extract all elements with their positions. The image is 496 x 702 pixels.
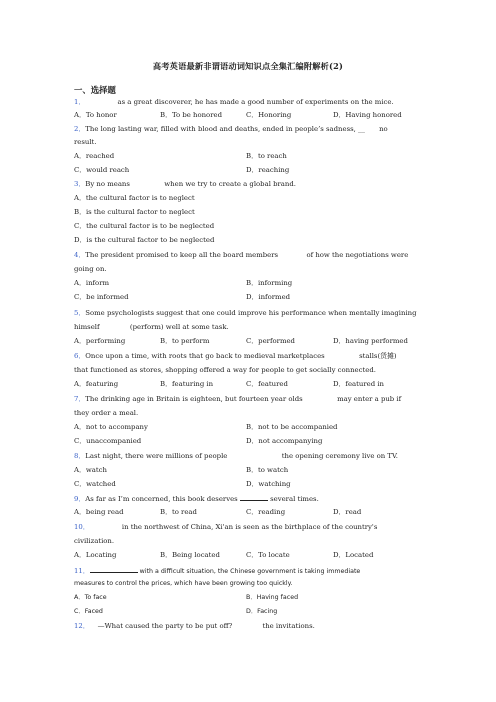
option-c[interactable]: C．Faced: [74, 608, 103, 615]
option-c[interactable]: C．unaccompanied: [74, 437, 142, 445]
option-d[interactable]: D．is the cultural factor to be neglected: [74, 236, 215, 244]
option-a[interactable]: A．the cultural factor is to neglect: [74, 194, 195, 202]
question-number: 7．: [74, 395, 86, 403]
answer-blank: [90, 566, 138, 573]
question-text: As far as I’m concerned, this book deserves: [85, 495, 240, 503]
option-d[interactable]: D．informed: [246, 293, 291, 301]
question-2-line-2: result.: [74, 138, 97, 146]
option-b[interactable]: B．Having faced: [246, 594, 299, 601]
question-number: 12．: [74, 622, 90, 630]
question-text: no: [376, 125, 388, 133]
question-number: 2．: [74, 125, 86, 133]
question-1: [74, 98, 394, 106]
question-text: (perform) well at some task.: [127, 323, 229, 331]
option-a[interactable]: A．Locating: [74, 551, 117, 559]
option-d[interactable]: D．reaching: [246, 166, 290, 174]
question-text: The long lasting war, filled with blood and deaths, ended in people’s sadness, __: [85, 125, 365, 133]
option-b[interactable]: B．Being located: [160, 551, 220, 559]
option-c[interactable]: C．would reach: [74, 166, 130, 174]
option-d[interactable]: D．watching: [246, 480, 291, 488]
question-4: [74, 251, 408, 259]
question-text: Last night, there were millions of people: [85, 452, 230, 460]
question-text: of how the negotiations were: [304, 251, 409, 259]
question-5-line-2: [74, 323, 229, 331]
question-3: [74, 180, 296, 188]
question-number: 1．: [74, 98, 86, 106]
answer-blank: [240, 494, 268, 501]
option-a[interactable]: A．not to accompany: [74, 423, 148, 431]
question-6-line-2: that functioned as stores, shopping offered a way for people to get socially connected.: [74, 366, 376, 374]
document-title: 高考英语最新非谓语动词知识点全集汇编附解析(2): [152, 61, 344, 71]
question-number: 9．: [74, 495, 86, 503]
option-d[interactable]: D．Facing: [246, 608, 278, 615]
question-number: 5．: [74, 309, 86, 317]
question-10-line-2: civilization.: [74, 537, 115, 545]
option-b[interactable]: B．informing: [246, 279, 293, 287]
option-a[interactable]: A．To face: [74, 594, 107, 601]
option-b[interactable]: B．featuring in: [160, 380, 214, 388]
question-number: 4．: [74, 251, 86, 259]
option-c[interactable]: C．reading: [246, 508, 286, 516]
option-b[interactable]: B．is the cultural factor to neglect: [74, 208, 195, 216]
question-7: [74, 395, 401, 403]
option-c[interactable]: C．be informed: [74, 293, 129, 301]
option-d[interactable]: D．having performed: [333, 337, 408, 345]
option-b[interactable]: B．to read: [160, 508, 197, 516]
question-10: [74, 523, 377, 531]
option-a[interactable]: A．being read: [74, 508, 124, 516]
question-text: in the northwest of China, Xi'an is seen as the birthplace of the country's: [119, 523, 378, 531]
question-number: 6．: [74, 352, 86, 360]
question-text: The drinking age in Britain is eighteen, but fourteen year olds: [85, 395, 305, 403]
option-d[interactable]: D．not accompanying: [246, 437, 323, 445]
question-11: [74, 566, 360, 576]
question-5: [74, 309, 417, 317]
option-b[interactable]: B．To be honored: [160, 111, 222, 119]
option-a[interactable]: A．performing: [74, 337, 126, 345]
question-text: may enter a pub if: [334, 395, 402, 403]
option-c[interactable]: C．performed: [246, 337, 295, 345]
question-number: 8．: [74, 452, 86, 460]
question-text: with a difficult situation, the Chinese government is taking immediate: [137, 568, 361, 575]
question-text: when we try to create a global brand.: [162, 180, 296, 188]
option-d[interactable]: D．Having honored: [333, 111, 402, 119]
section-heading: 一、选择题: [74, 85, 116, 95]
question-12: [74, 622, 315, 630]
option-a[interactable]: A．featuring: [74, 380, 119, 388]
question-text: Once upon a time, with roots that go back to medieval marketplaces: [85, 352, 327, 360]
question-4-line-2: going on.: [74, 265, 107, 273]
question-text: —What caused the party to be put off?: [97, 622, 233, 630]
option-b[interactable]: B．not to be accompanied: [246, 423, 338, 431]
option-d[interactable]: D．featured in: [333, 380, 384, 388]
option-d[interactable]: D．Located: [333, 551, 374, 559]
option-c[interactable]: C．To locate: [246, 551, 290, 559]
option-b[interactable]: B．to reach: [246, 152, 287, 160]
question-text: as a great discoverer, he has made a good number of experiments on the mice.: [115, 98, 394, 106]
option-a[interactable]: A．To honor: [74, 111, 117, 119]
question-text: several times.: [267, 495, 319, 503]
option-c[interactable]: C．the cultural factor is to be neglected: [74, 222, 215, 230]
question-text: the opening ceremony live on TV.: [279, 452, 398, 460]
question-2: [74, 125, 388, 133]
question-11-line-2: measures to control the prices, which have been growing too quickly.: [74, 580, 293, 587]
option-d[interactable]: D．read: [333, 508, 362, 516]
question-number: 11．: [74, 567, 90, 575]
question-number: 10．: [74, 523, 90, 531]
question-text: himself: [74, 323, 102, 331]
option-b[interactable]: B．to watch: [246, 466, 289, 474]
question-text: the invitations.: [260, 622, 315, 630]
option-b[interactable]: B．to perform: [160, 337, 210, 345]
option-a[interactable]: A．reached: [74, 152, 115, 160]
option-c[interactable]: C．watched: [74, 480, 116, 488]
question-7-line-2: they order a meal.: [74, 409, 139, 417]
question-8: [74, 452, 398, 460]
question-6: [74, 352, 397, 360]
question-text: The president promised to keep all the board members: [85, 251, 281, 259]
question-9: [74, 494, 319, 503]
question-text: By no means: [85, 180, 133, 188]
option-a[interactable]: A．watch: [74, 466, 107, 474]
option-a[interactable]: A．inform: [74, 279, 110, 287]
option-c[interactable]: C．Honoring: [246, 111, 292, 119]
option-c[interactable]: C．featured: [246, 380, 288, 388]
question-text: Some psychologists suggest that one could improve his performance when mentally imagining: [85, 309, 417, 317]
question-text: stalls(货摊): [356, 352, 397, 360]
question-number: 3．: [74, 180, 86, 188]
